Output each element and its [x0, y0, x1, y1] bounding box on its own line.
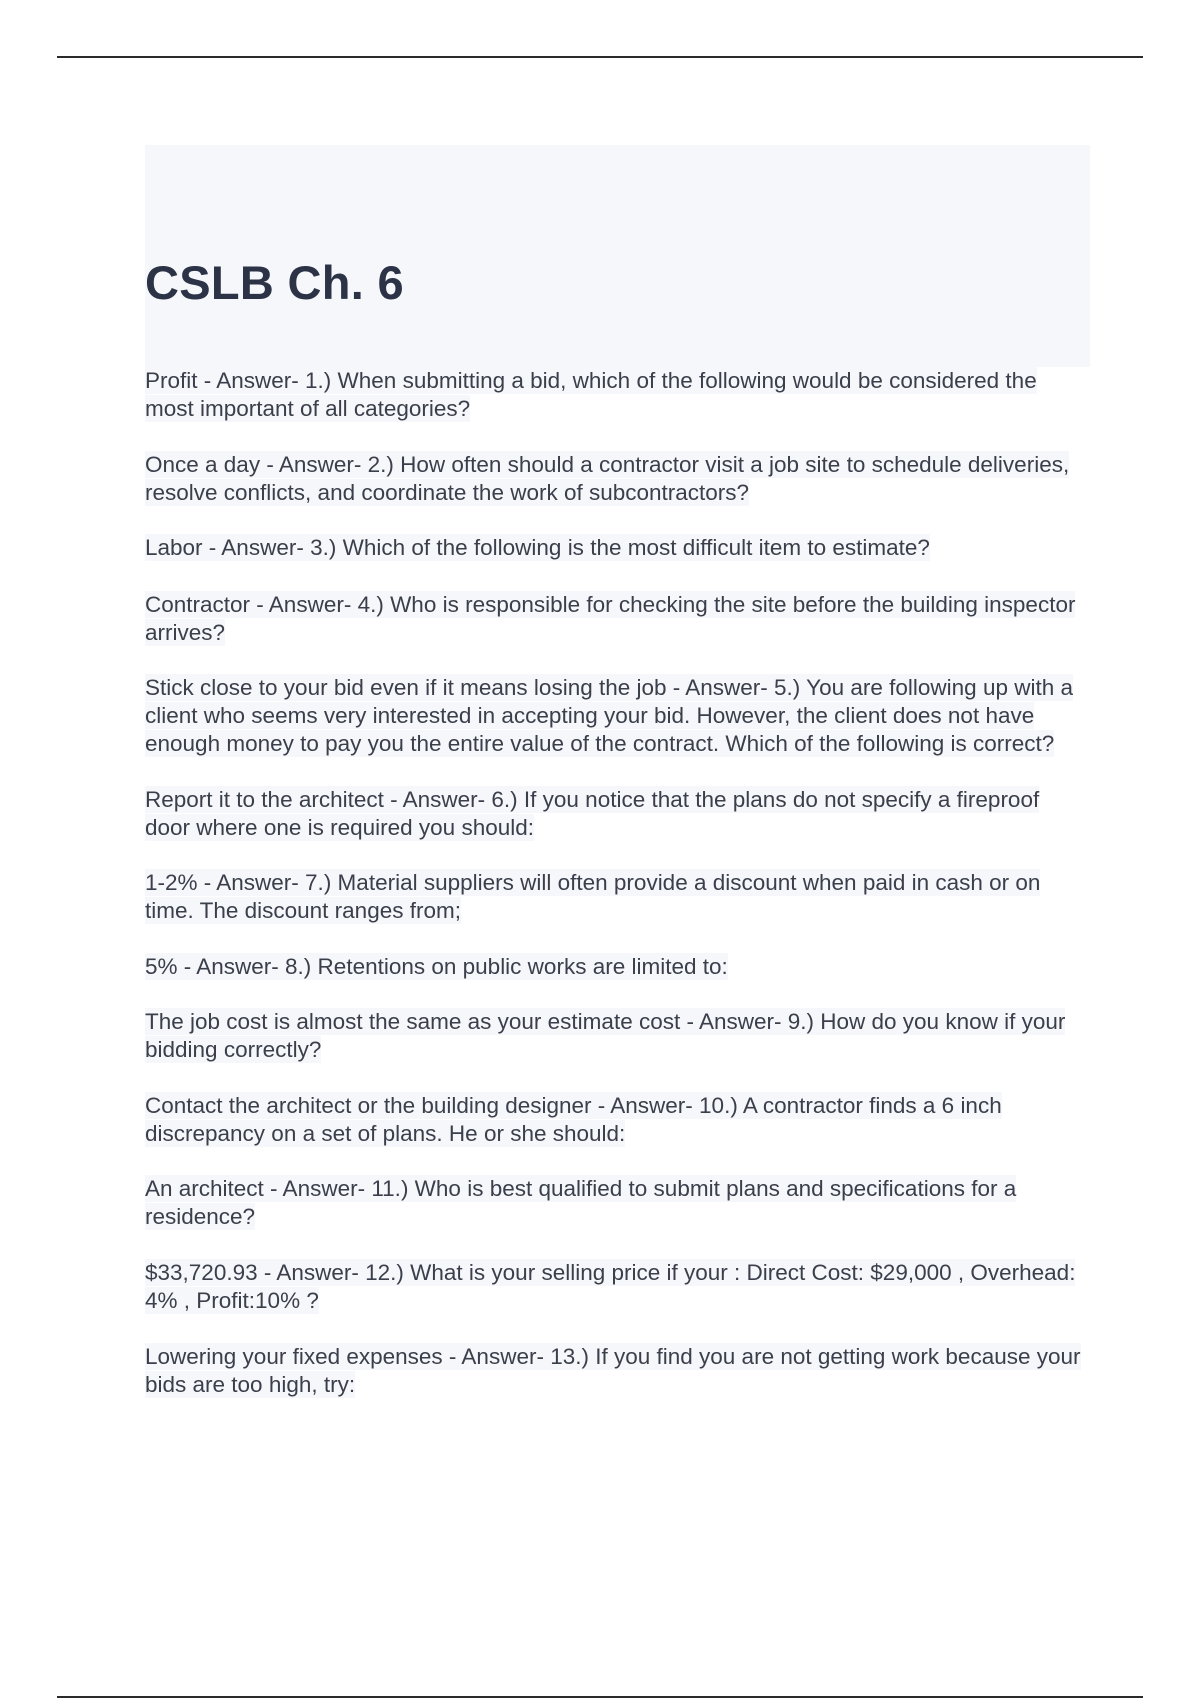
qa-text-5: Stick close to your bid even if it means losing the job - Answer- 5.) You are following up with a client who seems very interested in accepting your bid. However, the client does not have enough money to pay you the entire value of the contract. Which of the following is correct?	[145, 675, 1073, 756]
qa-item-1	[145, 367, 1090, 423]
qa-item-2	[145, 451, 1090, 507]
qa-text-2: Once a day - Answer- 2.) How often should a contractor visit a job site to schedule deliveries, resolve conflicts, and coordinate the work of subcontractors?	[145, 452, 1070, 505]
qa-item-5	[145, 674, 1090, 758]
qa-item-9	[145, 1008, 1090, 1064]
qa-item-12	[145, 1259, 1090, 1315]
qa-text-13: Lowering your fixed expenses - Answer- 13.) If you find you are not getting work because your bids are too high, try:	[145, 1344, 1081, 1397]
qa-item-8	[145, 953, 1090, 981]
qa-item-6	[145, 786, 1090, 842]
qa-text-6: Report it to the architect - Answer- 6.) If you notice that the plans do not specify a fireproof door where one is required you should:	[145, 787, 1040, 840]
page-title: CSLB Ch. 6	[145, 256, 404, 309]
qa-text-8: 5% - Answer- 8.) Retentions on public works are limited to:	[145, 954, 728, 979]
qa-item-10	[145, 1092, 1090, 1148]
qa-text-12: $33,720.93 - Answer- 12.) What is your selling price if your : Direct Cost: $29,000 , Overhead: 4% , Profit:10% ?	[145, 1260, 1076, 1313]
qa-item-11	[145, 1175, 1090, 1231]
top-rule	[57, 56, 1143, 58]
bottom-rule	[57, 1696, 1143, 1698]
qa-text-1: Profit - Answer- 1.) When submitting a bid, which of the following would be considered the most important of all categories?	[145, 368, 1037, 421]
qa-list	[145, 367, 1090, 1399]
qa-text-7: 1-2% - Answer- 7.) Material suppliers will often provide a discount when paid in cash or on time. The discount ranges from;	[145, 870, 1041, 923]
qa-item-3	[145, 534, 1090, 562]
qa-text-3: Labor - Answer- 3.) Which of the following is the most difficult item to estimate?	[145, 535, 930, 560]
qa-text-11: An architect - Answer- 11.) Who is best qualified to submit plans and specifications for a residence?	[145, 1176, 1017, 1229]
qa-text-10: Contact the architect or the building designer - Answer- 10.) A contractor finds a 6 inch discrepancy on a set of plans. He or she should:	[145, 1093, 1002, 1146]
qa-item-7	[145, 869, 1090, 925]
qa-text-9: The job cost is almost the same as your estimate cost - Answer- 9.) How do you know if your bidding correctly?	[145, 1009, 1066, 1062]
qa-item-4	[145, 591, 1090, 647]
qa-text-4: Contractor - Answer- 4.) Who is responsible for checking the site before the building inspector arrives?	[145, 592, 1076, 645]
qa-item-13	[145, 1343, 1090, 1399]
